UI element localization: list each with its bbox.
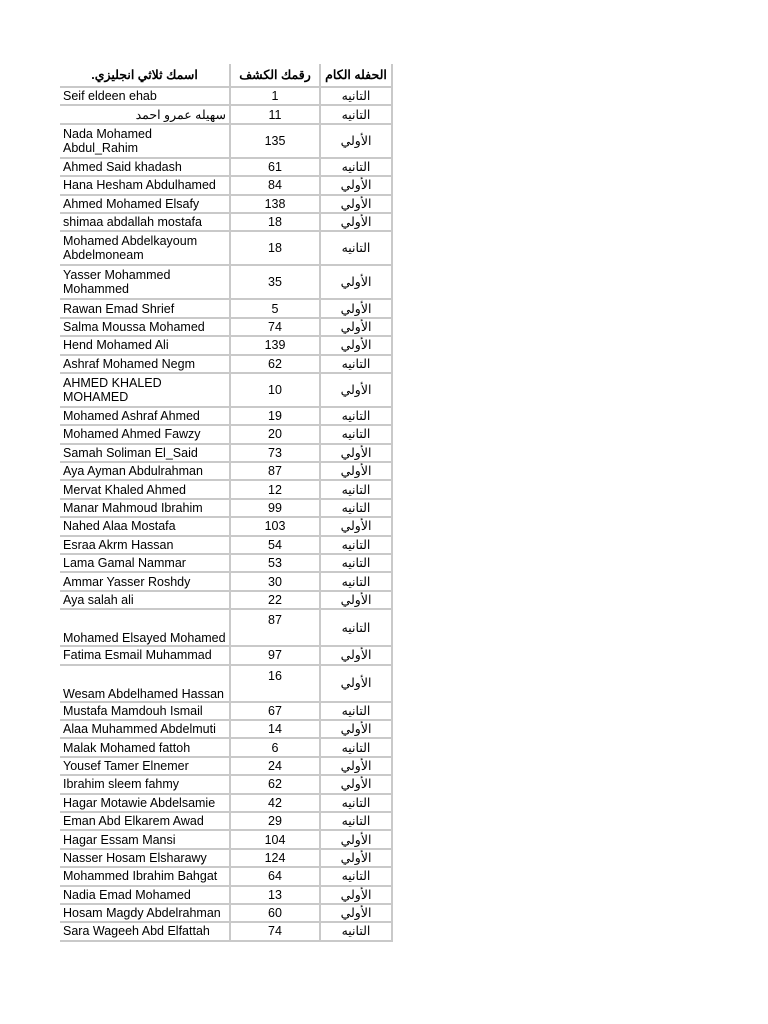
cell-id: 5 xyxy=(230,299,320,317)
cell-id: 61 xyxy=(230,158,320,176)
cell-name: Hagar Motawie Abdelsamie xyxy=(60,794,230,812)
cell-group: التانيه xyxy=(320,922,392,940)
table-row xyxy=(60,702,392,720)
cell-group: التانيه xyxy=(320,87,392,105)
cell-group: الأولي xyxy=(320,299,392,317)
cell-id: 135 xyxy=(230,124,320,158)
cell-id: 30 xyxy=(230,572,320,590)
cell-name: Fatima Esmail Muhammad xyxy=(60,646,230,664)
table-row xyxy=(60,517,392,535)
cell-group: التانيه xyxy=(320,407,392,425)
cell-id: 14 xyxy=(230,720,320,738)
cell-group: الأولي xyxy=(320,213,392,231)
table-row xyxy=(60,499,392,517)
cell-name: Mohammed Ibrahim Bahgat xyxy=(60,867,230,885)
cell-id: 103 xyxy=(230,517,320,535)
cell-name: Nada Mohamed Abdul_Rahim xyxy=(60,124,230,158)
cell-group: التانيه xyxy=(320,355,392,373)
cell-name: Esraa Akrm Hassan xyxy=(60,536,230,554)
cell-name: Hagar Essam Mansi xyxy=(60,830,230,848)
cell-group: التانيه xyxy=(320,480,392,498)
cell-name: Wesam Abdelhamed Hassan xyxy=(60,665,230,702)
cell-id: 73 xyxy=(230,444,320,462)
cell-name: Malak Mohamed fattoh xyxy=(60,738,230,756)
cell-group: الأولي xyxy=(320,517,392,535)
cell-id: 74 xyxy=(230,318,320,336)
cell-name: Ammar Yasser Roshdy xyxy=(60,572,230,590)
table-row xyxy=(60,738,392,756)
table-row xyxy=(60,922,392,940)
cell-name: Mohamed Ahmed Fawzy xyxy=(60,425,230,443)
cell-name: Mohamed Ashraf Ahmed xyxy=(60,407,230,425)
cell-name: Ahmed Said khadash xyxy=(60,158,230,176)
cell-group: التانيه xyxy=(320,794,392,812)
table-row xyxy=(60,665,392,702)
cell-group: الأولي xyxy=(320,373,392,407)
cell-group: الأولي xyxy=(320,591,392,609)
header-row xyxy=(60,64,392,87)
cell-group: التانيه xyxy=(320,554,392,572)
cell-group: الأولي xyxy=(320,775,392,793)
cell-group: الأولي xyxy=(320,336,392,354)
table-row xyxy=(60,480,392,498)
table-row xyxy=(60,444,392,462)
cell-id: 124 xyxy=(230,849,320,867)
cell-group: الأولي xyxy=(320,757,392,775)
cell-group: الأولي xyxy=(320,849,392,867)
table-row xyxy=(60,794,392,812)
cell-name: Samah Soliman El_Said xyxy=(60,444,230,462)
cell-id: 29 xyxy=(230,812,320,830)
cell-group: الأولي xyxy=(320,265,392,299)
cell-id: 64 xyxy=(230,867,320,885)
cell-id: 97 xyxy=(230,646,320,664)
cell-name: Eman Abd Elkarem Awad xyxy=(60,812,230,830)
cell-id: 13 xyxy=(230,886,320,904)
cell-id: 62 xyxy=(230,775,320,793)
cell-id: 84 xyxy=(230,176,320,194)
cell-group: التانيه xyxy=(320,158,392,176)
cell-name: Sara Wageeh Abd Elfattah xyxy=(60,922,230,940)
cell-id: 67 xyxy=(230,702,320,720)
table-row xyxy=(60,646,392,664)
header-id: رقمك الكشف xyxy=(230,64,320,87)
cell-id: 42 xyxy=(230,794,320,812)
cell-group: التانيه xyxy=(320,572,392,590)
header-group: الحفله الكام xyxy=(320,64,392,87)
header-name: .اسمك ثلاثي انجليزي xyxy=(60,64,230,87)
cell-group: الأولي xyxy=(320,830,392,848)
table-row xyxy=(60,886,392,904)
cell-name: shimaa abdallah mostafa xyxy=(60,213,230,231)
table-row xyxy=(60,355,392,373)
cell-id: 138 xyxy=(230,195,320,213)
cell-id: 62 xyxy=(230,355,320,373)
table-row xyxy=(60,158,392,176)
table-row xyxy=(60,407,392,425)
table-row xyxy=(60,536,392,554)
table-row xyxy=(60,867,392,885)
cell-id: 16 xyxy=(230,665,320,702)
cell-name: Nasser Hosam Elsharawy xyxy=(60,849,230,867)
cell-group: الأولي xyxy=(320,665,392,702)
cell-group: الأولي xyxy=(320,195,392,213)
table-row xyxy=(60,591,392,609)
cell-name: Yasser Mohammed Mohammed xyxy=(60,265,230,299)
cell-name: Mustafa Mamdouh Ismail xyxy=(60,702,230,720)
cell-id: 99 xyxy=(230,499,320,517)
cell-id: 10 xyxy=(230,373,320,407)
table-row xyxy=(60,720,392,738)
table-row xyxy=(60,425,392,443)
table-row xyxy=(60,462,392,480)
cell-id: 87 xyxy=(230,609,320,646)
cell-group: التانيه xyxy=(320,738,392,756)
table-row xyxy=(60,124,392,158)
table-row xyxy=(60,87,392,105)
table-row xyxy=(60,336,392,354)
table-row xyxy=(60,812,392,830)
cell-name: Alaa Muhammed Abdelmuti xyxy=(60,720,230,738)
cell-name: Seif eldeen ehab xyxy=(60,87,230,105)
cell-name: Mohamed Elsayed Mohamed xyxy=(60,609,230,646)
table-row xyxy=(60,213,392,231)
cell-id: 24 xyxy=(230,757,320,775)
table-row xyxy=(60,231,392,265)
cell-id: 53 xyxy=(230,554,320,572)
cell-id: 6 xyxy=(230,738,320,756)
registration-table xyxy=(60,64,393,942)
cell-group: التانيه xyxy=(320,867,392,885)
cell-name: Aya salah ali xyxy=(60,591,230,609)
table-row xyxy=(60,849,392,867)
cell-group: الأولي xyxy=(320,444,392,462)
cell-id: 11 xyxy=(230,105,320,123)
table-row xyxy=(60,265,392,299)
cell-group: التانيه xyxy=(320,536,392,554)
cell-id: 139 xyxy=(230,336,320,354)
cell-group: التانيه xyxy=(320,499,392,517)
cell-id: 18 xyxy=(230,213,320,231)
table-row xyxy=(60,757,392,775)
cell-group: التانيه xyxy=(320,105,392,123)
cell-id: 74 xyxy=(230,922,320,940)
cell-id: 35 xyxy=(230,265,320,299)
table-row xyxy=(60,904,392,922)
cell-id: 87 xyxy=(230,462,320,480)
cell-name: Mohamed Abdelkayoum Abdelmoneam xyxy=(60,231,230,265)
table-row xyxy=(60,195,392,213)
cell-name: Rawan Emad Shrief xyxy=(60,299,230,317)
cell-id: 20 xyxy=(230,425,320,443)
cell-name: Hosam Magdy Abdelrahman xyxy=(60,904,230,922)
cell-group: الأولي xyxy=(320,462,392,480)
cell-name: Lama Gamal Nammar xyxy=(60,554,230,572)
cell-name: Ashraf Mohamed Negm xyxy=(60,355,230,373)
cell-id: 54 xyxy=(230,536,320,554)
cell-name: Ahmed Mohamed Elsafy xyxy=(60,195,230,213)
table-row xyxy=(60,554,392,572)
table-row xyxy=(60,176,392,194)
cell-name: Nadia Emad Mohamed xyxy=(60,886,230,904)
cell-name: Ibrahim sleem fahmy xyxy=(60,775,230,793)
table-row xyxy=(60,318,392,336)
cell-group: الأولي xyxy=(320,646,392,664)
cell-group: الأولي xyxy=(320,124,392,158)
cell-group: الأولي xyxy=(320,176,392,194)
cell-id: 104 xyxy=(230,830,320,848)
cell-name: AHMED KHALED MOHAMED xyxy=(60,373,230,407)
cell-name: Hana Hesham Abdulhamed xyxy=(60,176,230,194)
cell-group: الأولي xyxy=(320,886,392,904)
cell-name: Nahed Alaa Mostafa xyxy=(60,517,230,535)
cell-group: التانيه xyxy=(320,231,392,265)
cell-group: التانيه xyxy=(320,425,392,443)
table-row xyxy=(60,299,392,317)
cell-id: 22 xyxy=(230,591,320,609)
cell-id: 18 xyxy=(230,231,320,265)
cell-name: سهيله عمرو احمد xyxy=(60,105,230,123)
table-row xyxy=(60,105,392,123)
cell-group: التانيه xyxy=(320,812,392,830)
table-row xyxy=(60,609,392,646)
table-row xyxy=(60,572,392,590)
table-row xyxy=(60,775,392,793)
cell-group: التانيه xyxy=(320,609,392,646)
cell-name: Mervat Khaled Ahmed xyxy=(60,480,230,498)
cell-group: الأولي xyxy=(320,318,392,336)
cell-id: 19 xyxy=(230,407,320,425)
cell-name: Salma Moussa Mohamed xyxy=(60,318,230,336)
table-row xyxy=(60,373,392,407)
cell-group: التانيه xyxy=(320,702,392,720)
cell-name: Manar Mahmoud Ibrahim xyxy=(60,499,230,517)
cell-name: Hend Mohamed Ali xyxy=(60,336,230,354)
cell-name: Aya Ayman Abdulrahman xyxy=(60,462,230,480)
cell-name: Yousef Tamer Elnemer xyxy=(60,757,230,775)
cell-id: 1 xyxy=(230,87,320,105)
cell-group: الأولي xyxy=(320,720,392,738)
cell-id: 60 xyxy=(230,904,320,922)
table-row xyxy=(60,830,392,848)
cell-group: الأولي xyxy=(320,904,392,922)
cell-id: 12 xyxy=(230,480,320,498)
